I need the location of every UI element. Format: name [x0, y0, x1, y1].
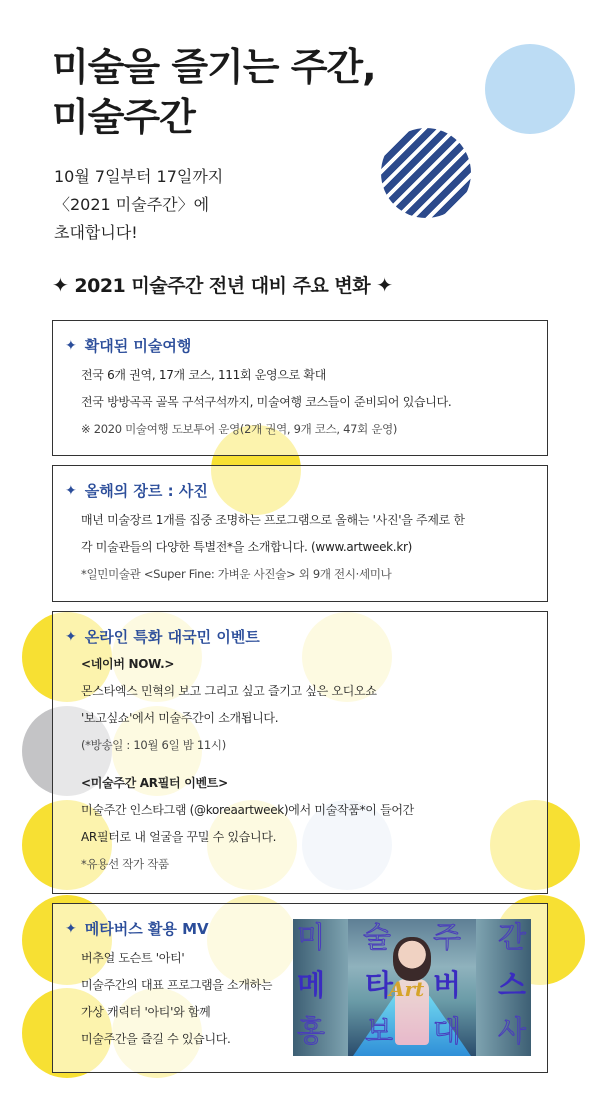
star-icon: ✦ [65, 920, 77, 937]
box-text-line: 미술주간의 대표 프로그램을 소개하는 [81, 978, 273, 992]
mv-text-char: 미 [297, 920, 326, 954]
mv-text-char: 주 [433, 920, 462, 954]
info-box-expanded-art-travel [52, 320, 548, 456]
box-title-text: 확대된 미술여행 [84, 337, 192, 355]
box-subheading: <네이버 NOW.> [81, 657, 175, 671]
box-text-line: 미술주간 인스타그램 (@koreaartweek)에서 미술작품*이 들어간 [81, 803, 414, 817]
mv-art-logo: Art [389, 977, 425, 1001]
info-box-genre-photography [52, 465, 548, 602]
intro-text [54, 163, 223, 247]
page-title-line-1: 미술을 즐기는 주간, [52, 45, 376, 89]
box-text-line: AR필터로 내 얼굴을 꾸밀 수 있습니다. [81, 830, 277, 844]
section-heading [52, 271, 552, 298]
box-subheading: <미술주간 AR필터 이벤트> [81, 776, 228, 790]
decor-light-blue-circle [485, 44, 575, 134]
star-icon: ✦ [376, 273, 393, 297]
box-title-text: 메타버스 활용 MV [84, 920, 209, 938]
box-text-line: 전국 방방곡곡 골목 구석구석까지, 미술여행 코스들이 준비되어 있습니다. [81, 395, 452, 409]
box-note: *유용선 작가 작품 [81, 857, 169, 871]
box-text-line: 전국 6개 권역, 17개 코스, 111회 운영으로 확대 [81, 368, 327, 382]
section-heading-text: 2021 미술주간 전년 대비 주요 변화 [74, 275, 371, 297]
box-title [65, 626, 537, 647]
intro-line-3: 초대합니다! [54, 223, 138, 242]
star-icon: ✦ [65, 628, 77, 645]
box-note: ※ 2020 미술여행 도보투어 운영(2개 권역, 9개 코스, 47회 운영) [81, 422, 398, 436]
page-title-line-2: 미술주간 [52, 95, 195, 139]
mv-text-char: 대 [433, 1014, 462, 1048]
box-title [65, 480, 537, 501]
mv-text-char: 사 [498, 1014, 527, 1048]
intro-line-2: 〈2021 미술주간〉에 [54, 195, 210, 214]
box-text-line: '보고싶쇼'에서 미술주간이 소개됩니다. [81, 711, 279, 725]
star-icon: ✦ [52, 273, 69, 297]
intro-line-1: 10월 7일부터 17일까지 [54, 167, 224, 186]
star-icon: ✦ [65, 482, 77, 499]
mv-text-char: 스 [498, 968, 527, 1002]
box-text-line: 몬스타엑스 민혁의 보고 그리고 싶고 즐기고 싶은 오디오쇼 [81, 684, 377, 698]
mv-text-char: 타 [365, 968, 394, 1002]
star-icon: ✦ [65, 337, 77, 354]
info-box-online-events [52, 611, 548, 894]
box-text-line: 버추얼 도슨트 '아티' [81, 951, 185, 965]
page-title [52, 42, 376, 142]
mv-text-char: 버 [433, 968, 462, 1002]
mv-text-char: 간 [498, 920, 527, 954]
mv-text-char: 술 [363, 920, 392, 954]
box-text-line: 각 미술관들의 다양한 특별전*을 소개합니다. (www.artweek.kr) [81, 540, 412, 554]
metaverse-mv-image [293, 919, 531, 1056]
box-title [65, 335, 537, 356]
box-text-line: 매년 미술장르 1개를 집중 조명하는 프로그램으로 올해는 '사진'을 주제로 한 [81, 513, 465, 527]
box-title-text: 온라인 특화 대국민 이벤트 [84, 628, 260, 646]
box-text-line: 가상 캐릭터 '아티'와 함께 [81, 1005, 211, 1019]
info-box-metaverse-mv [52, 903, 548, 1073]
decor-striped-circle [381, 128, 471, 218]
box-title-text: 올해의 장르 : 사진 [84, 482, 208, 500]
virtual-docent-figure-head [393, 937, 431, 981]
box-note: *일민미술관 <Super Fine: 가벼운 사진술> 외 9개 전시·세미나 [81, 567, 392, 581]
box-note: (*방송일 : 10월 6일 밤 11시) [81, 738, 226, 752]
mv-text-char: 보 [365, 1014, 394, 1048]
mv-text-char: 메 [297, 968, 326, 1002]
box-text-line: 미술주간을 즐길 수 있습니다. [81, 1032, 231, 1046]
mv-text-char: 홍 [297, 1014, 326, 1048]
